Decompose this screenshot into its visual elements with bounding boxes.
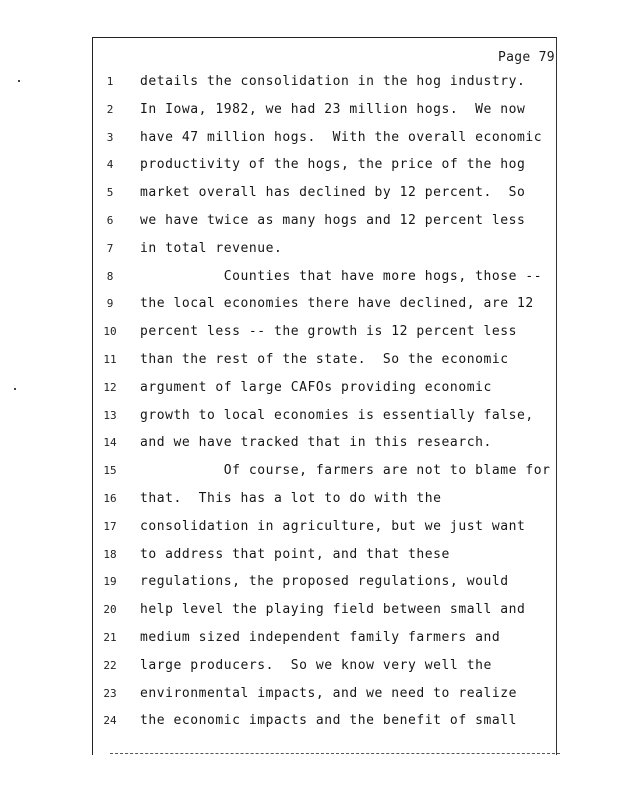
- line-number: 12: [103, 380, 117, 394]
- transcript-line: large producers. So we know very well the: [140, 657, 492, 673]
- transcript-line: Of course, farmers are not to blame for: [140, 463, 551, 479]
- line-number: 2: [106, 102, 114, 116]
- transcript-line: growth to local economies is essentially false,: [140, 407, 534, 423]
- transcript-line: percent less -- the growth is 12 percent less: [140, 324, 517, 340]
- line-number: 24: [103, 714, 117, 728]
- line-number: 9: [106, 297, 114, 311]
- line-number: 22: [103, 658, 117, 672]
- transcript-line: consolidation in agriculture, but we just want: [140, 518, 526, 534]
- line-number: 10: [103, 325, 117, 339]
- transcript-line: than the rest of the state. So the economic: [140, 352, 509, 367]
- transcript-line: regulations, the proposed regulations, would: [140, 574, 509, 590]
- line-number: 7: [106, 241, 114, 255]
- transcript-line: In Iowa, 1982, we had 23 million hogs. We now: [140, 101, 526, 117]
- line-number: 1: [106, 75, 114, 88]
- transcript-line: productivity of the hogs, the price of the hog: [140, 157, 526, 173]
- line-number: 11: [103, 353, 117, 366]
- line-number: 21: [103, 631, 117, 644]
- transcript-line: have 47 million hogs. With the overall economic: [140, 129, 543, 145]
- line-number: 19: [103, 575, 117, 589]
- bottom-rule: [110, 753, 560, 754]
- line-number: 5: [106, 186, 114, 200]
- transcript-line: medium sized independent family farmers and: [140, 630, 501, 645]
- transcript-line: argument of large CAFOs providing economic: [140, 379, 492, 395]
- transcript-page-frame: [92, 37, 557, 755]
- scan-speck: [14, 388, 16, 390]
- line-number: 4: [106, 158, 114, 172]
- transcript-line: help level the playing field between small and: [140, 602, 526, 618]
- transcript-line: that. This has a lot to do with the: [140, 491, 442, 506]
- transcript-line: environmental impacts, and we need to realize: [140, 685, 517, 701]
- line-number: 16: [103, 492, 117, 505]
- transcript-line: in total revenue.: [140, 240, 283, 256]
- line-number: 6: [106, 214, 114, 227]
- transcript-line: the economic impacts and the benefit of small: [140, 713, 517, 729]
- transcript-line: market overall has declined by 12 percent. So: [140, 185, 526, 201]
- transcript-line: Counties that have more hogs, those --: [140, 268, 543, 284]
- line-number: 15: [103, 464, 117, 478]
- transcript-line: to address that point, and that these: [140, 546, 450, 562]
- page-number: Page 79: [498, 50, 555, 65]
- transcript-line: we have twice as many hogs and 12 percent less: [140, 213, 526, 228]
- line-number: 8: [106, 269, 114, 283]
- line-number: 23: [103, 686, 117, 700]
- transcript-line: details the consolidation in the hog industry.: [140, 74, 526, 89]
- line-number: 14: [103, 436, 117, 450]
- line-number: 18: [103, 547, 117, 561]
- line-number: 20: [103, 603, 117, 617]
- line-number: 3: [106, 130, 114, 144]
- line-number: 17: [103, 519, 117, 533]
- transcript-line: and we have tracked that in this research.: [140, 435, 492, 451]
- line-number: 13: [103, 408, 117, 422]
- scan-speck: [18, 80, 20, 82]
- transcript-line: the local economies there have declined, are 12: [140, 296, 534, 312]
